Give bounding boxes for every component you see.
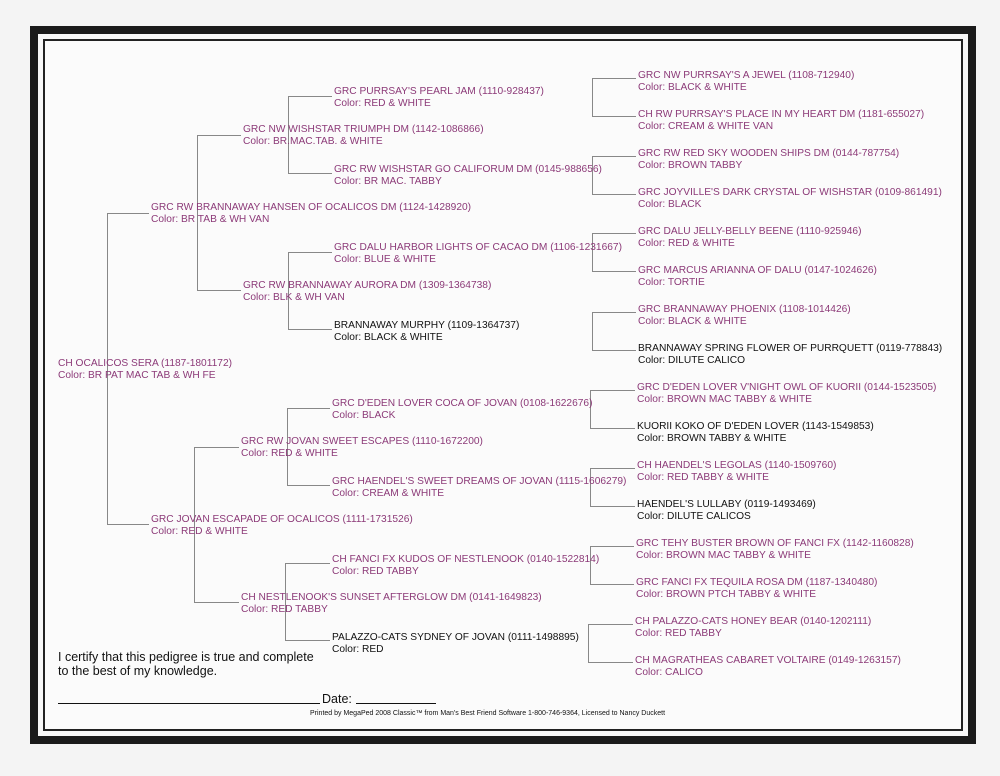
cat-color: Color: BROWN TABBY & WHITE [637, 433, 787, 444]
cat-color: Color: RED & WHITE [151, 526, 248, 537]
cat-color: Color: BLACK & WHITE [638, 316, 747, 327]
cat-name: BRANNAWAY MURPHY (1109-1364737) [334, 320, 520, 331]
cat-name: KUORII KOKO OF D'EDEN LOVER (1143-1549853) [637, 421, 874, 432]
pedigree-great-grandparent [332, 398, 593, 422]
cat-color: Color: BLACK [638, 199, 702, 210]
cat-name: HAENDEL'S LULLABY (0119-1493469) [637, 499, 816, 510]
cat-name: GRC RW BRANNAWAY AURORA DM (1309-1364738) [243, 280, 492, 291]
cat-name: GRC DALU HARBOR LIGHTS OF CACAO DM (1106-1231667) [334, 242, 622, 253]
cat-name: CH NESTLENOOK'S SUNSET AFTERGLOW DM (0141-1649823) [241, 592, 542, 603]
pedigree-gg-grandparent [638, 148, 899, 172]
cat-name: GRC HAENDEL'S SWEET DREAMS OF JOVAN (1115-1606279) [332, 476, 627, 487]
pedigree-gg-grandparent [637, 421, 874, 445]
pedigree-gg-grandparent [637, 382, 936, 406]
cat-color: Color: BROWN MAC TABBY & WHITE [637, 394, 812, 405]
cat-color: Color: RED & WHITE [334, 98, 431, 109]
cat-color: Color: BLACK & WHITE [334, 332, 443, 343]
cat-name: CH HAENDEL'S LEGOLAS (1140-1509760) [637, 460, 837, 471]
cat-color: Color: DILUTE CALICO [638, 355, 745, 366]
cat-name: GRC JOVAN ESCAPADE OF OCALICOS (1111-1731526) [151, 514, 413, 525]
cat-color: Color: CALICO [635, 667, 703, 678]
cat-color: Color: RED & WHITE [638, 238, 735, 249]
pedigree-dam [151, 514, 413, 538]
cat-name: GRC NW WISHSTAR TRIUMPH DM (1142-1086866) [243, 124, 484, 135]
date-line [356, 703, 436, 704]
pedigree-gg-grandparent [638, 187, 942, 211]
date-label: Date: [322, 692, 352, 706]
pedigree-gg-grandparent [638, 109, 924, 133]
cat-color: Color: RED TABBY [332, 566, 419, 577]
signature-line [58, 703, 320, 704]
cat-color: Color: TORTIE [638, 277, 705, 288]
cat-color: Color: RED TABBY [635, 628, 722, 639]
pedigree-gg-grandparent [636, 538, 914, 562]
pedigree-gg-grandparent [638, 343, 942, 367]
cat-name: GRC D'EDEN LOVER V'NIGHT OWL OF KUORII (0144-1523505) [637, 382, 937, 393]
pedigree-grandparent [241, 592, 542, 616]
pedigree-grandparent [243, 124, 484, 148]
pedigree-great-grandparent [334, 320, 519, 344]
pedigree-gg-grandparent [635, 655, 901, 679]
cat-color: Color: BR TAB & WH VAN [151, 214, 270, 225]
cat-name: CH FANCI FX KUDOS OF NESTLENOOK (0140-1522814) [332, 554, 600, 565]
pedigree-grandparent [241, 436, 483, 460]
cat-name: GRC BRANNAWAY PHOENIX (1108-1014426) [638, 304, 851, 315]
cat-name: CH MAGRATHEAS CABARET VOLTAIRE (0149-1263157) [635, 655, 901, 666]
cat-color: Color: BLACK & WHITE [638, 82, 747, 93]
cat-name: GRC RW JOVAN SWEET ESCAPES (1110-1672200) [241, 436, 483, 447]
cat-color: Color: BROWN MAC TABBY & WHITE [636, 550, 811, 561]
pedigree-great-grandparent [334, 164, 602, 188]
pedigree-gg-grandparent [638, 265, 877, 289]
cat-name: GRC PURRSAY'S PEARL JAM (1110-928437) [334, 86, 544, 97]
pedigree-gg-grandparent [637, 460, 836, 484]
cat-name: GRC RW WISHSTAR GO CALIFORUM DM (0145-988656) [334, 164, 602, 175]
pedigree-great-grandparent [334, 242, 622, 266]
cat-color: Color: BLACK [332, 410, 396, 421]
cat-color: Color: RED TABBY [241, 604, 328, 615]
pedigree-subject [58, 358, 232, 382]
cat-name: BRANNAWAY SPRING FLOWER OF PURRQUETT (0119-778843) [638, 343, 943, 354]
pedigree-great-grandparent [332, 554, 599, 578]
cat-name: GRC NW PURRSAY'S A JEWEL (1108-712940) [638, 70, 855, 81]
cat-color: Color: BROWN PTCH TABBY & WHITE [636, 589, 817, 600]
cat-color: Color: DILUTE CALICOS [637, 511, 751, 522]
pedigree-gg-grandparent [638, 226, 861, 250]
cat-color: Color: RED [332, 644, 384, 655]
pedigree-great-grandparent [334, 86, 544, 110]
cat-name: CH PALAZZO-CATS HONEY BEAR (0140-1202111) [635, 616, 872, 627]
cat-name: GRC TEHY BUSTER BROWN OF FANCI FX (1142-1160828) [636, 538, 914, 549]
pedigree-gg-grandparent [636, 577, 877, 601]
cat-color: Color: CREAM & WHITE [332, 488, 445, 499]
cat-color: Color: BLK & WH VAN [243, 292, 345, 303]
cat-name: GRC DALU JELLY-BELLY BEENE (1110-925946) [638, 226, 862, 237]
printed-by-footer: Printed by MegaPed 2008 Classic™ from Man's Best Friend Software 1-800-746-9364, Licensed to Nancy Duckett [310, 710, 666, 717]
cat-color: Color: BLUE & WHITE [334, 254, 436, 265]
pedigree-great-grandparent [332, 632, 579, 656]
pedigree-gg-grandparent [638, 304, 851, 328]
certification-statement [58, 650, 314, 678]
cat-color: Color: CREAM & WHITE VAN [638, 121, 774, 132]
certification-line: to the best of my knowledge. [58, 664, 218, 678]
cat-name: CH OCALICOS SERA (1187-1801172) [58, 358, 233, 369]
certification-line: I certify that this pedigree is true and complete [58, 650, 314, 664]
cat-name: GRC RW BRANNAWAY HANSEN OF OCALICOS DM (1124-1428920) [151, 202, 472, 213]
cat-color: Color: BR.MAC.TAB. & WHITE [243, 136, 383, 147]
cat-color: Color: BROWN TABBY [638, 160, 743, 171]
cat-name: GRC MARCUS ARIANNA OF DALU (0147-1024626) [638, 265, 877, 276]
cat-name: PALAZZO-CATS SYDNEY OF JOVAN (0111-1498895) [332, 632, 579, 643]
cat-name: CH RW PURRSAY'S PLACE IN MY HEART DM (1181-655027) [638, 109, 925, 120]
pedigree-sire [151, 202, 471, 226]
cat-name: GRC RW RED SKY WOODEN SHIPS DM (0144-787754) [638, 148, 900, 159]
pedigree-grandparent [243, 280, 491, 304]
pedigree-great-grandparent [332, 476, 626, 500]
cat-name: GRC JOYVILLE'S DARK CRYSTAL OF WISHSTAR (0109-861491) [638, 187, 942, 198]
cat-color: Color: RED & WHITE [241, 448, 338, 459]
cat-color: Color: BR MAC. TABBY [334, 176, 442, 187]
cat-name: GRC D'EDEN LOVER COCA OF JOVAN (0108-1622676) [332, 398, 593, 409]
pedigree-gg-grandparent [635, 616, 871, 640]
cat-name: GRC FANCI FX TEQUILA ROSA DM (1187-1340480) [636, 577, 878, 588]
cat-color: Color: RED TABBY & WHITE [637, 472, 769, 483]
pedigree-gg-grandparent [638, 70, 854, 94]
cat-color: Color: BR PAT MAC TAB & WH FE [58, 370, 216, 381]
pedigree-gg-grandparent [637, 499, 816, 523]
